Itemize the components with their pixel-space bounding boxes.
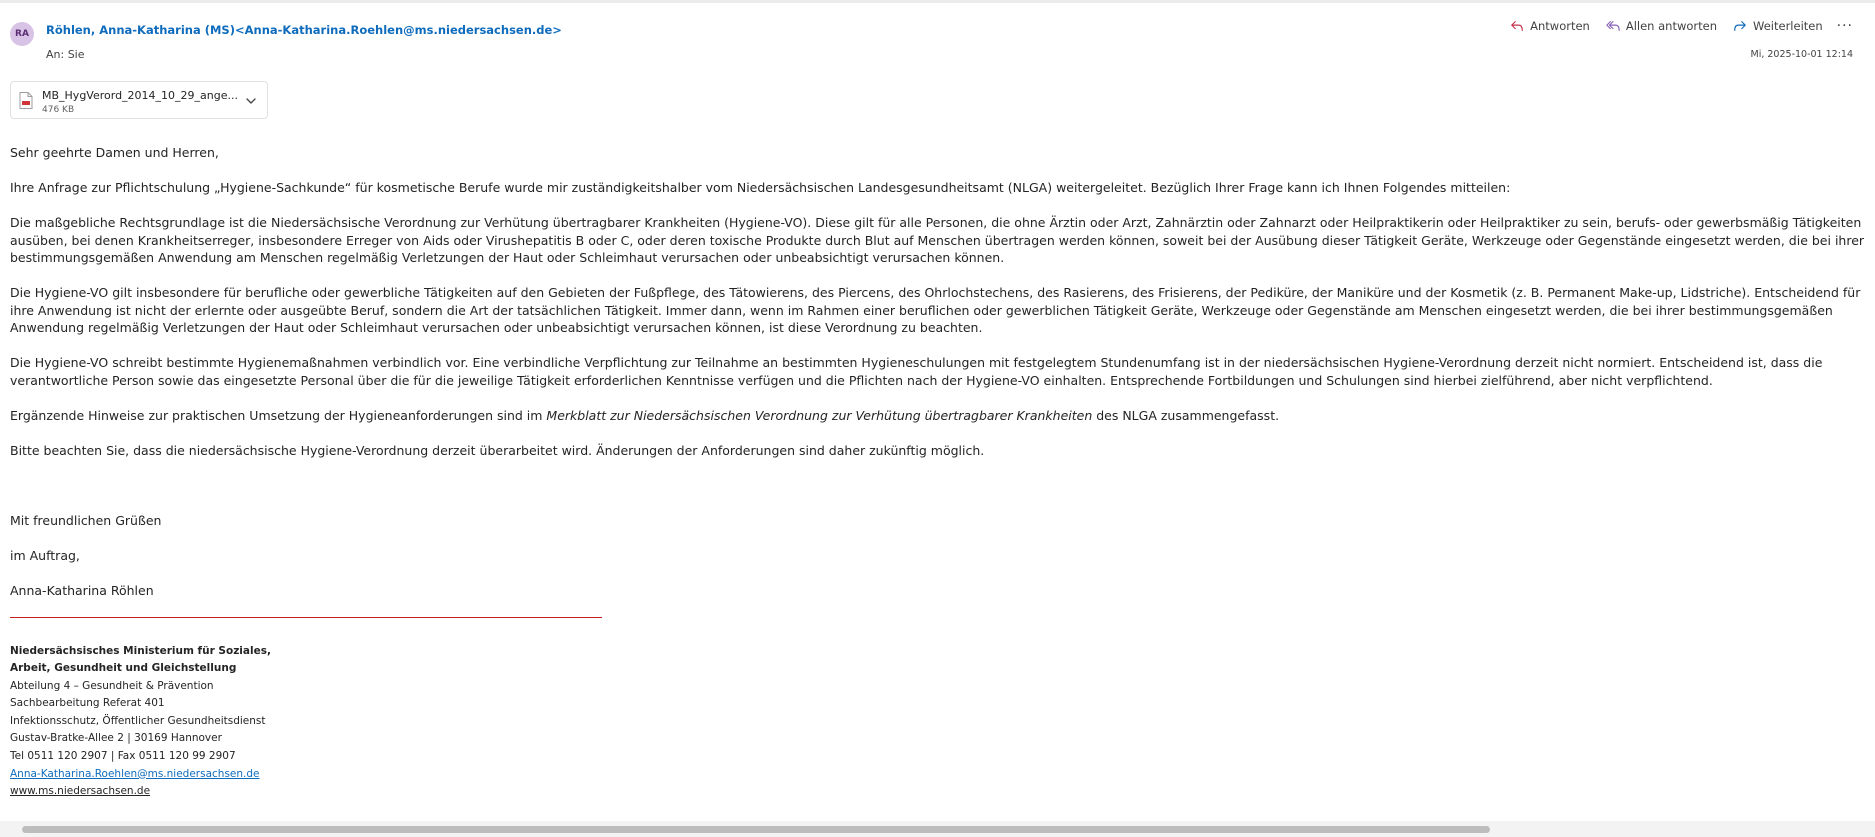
forward-arrow-icon	[1733, 19, 1747, 33]
horizontal-scrollbar[interactable]	[0, 821, 1875, 837]
message-actions	[1494, 18, 1853, 34]
sender-name-address[interactable]: Röhlen, Anna-Katharina (MS)<Anna-Katharina.Roehlen@ms.niedersachsen.de>	[46, 23, 562, 37]
body-paragraph-3: Die Hygiene-VO gilt insbesondere für berufliche oder gewerbliche Tätigkeiten auf den Gebieten der Fußpflege, des Tätowierens, des Piercens, des Ohrlochstechens, des Rasierens, des Frisierens, der Pediküre, der Maniküre und der Kosmetik (z. B. Permanent Make-up, Lidstriche). Entscheidend für ihre Anwendung ist nicht der erlernte oder ausgeübte Beruf, sondern die Art der tatsächlichen Tätigkeit. Immer dann, wenn im Rahmen einer beruflichen oder gewerblichen Tätigkeit Geräte, Werkzeuge oder Gegenstände am Menschen eingesetzt werden, die bei ihrer bestimmungsgemäßen Anwendung regelmäßig Verletzungen der Haut oder Schleimhaut verursachen oder unbeabsichtigt verursachen können, ist diese Verordnung zu beachten.	[10, 285, 1861, 335]
reply-all-label: Allen antworten	[1625, 19, 1718, 33]
closing-im-auftrag: im Auftrag,	[10, 547, 80, 563]
attachment-card[interactable]	[10, 81, 268, 119]
signature-phone: Tel 0511 120 2907 | Fax 0511 120 99 2907	[10, 750, 236, 763]
merkblatt-title: Merkblatt zur Niedersächsischen Verordnung zur Verhütung übertragbarer Krankheiten	[546, 407, 1093, 423]
signature-separator	[10, 617, 602, 618]
signature-org-line-1: Niedersächsisches Ministerium für Soziales,	[10, 644, 271, 657]
chevron-down-icon[interactable]	[245, 95, 257, 107]
forward-label: Weiterleiten	[1753, 19, 1823, 33]
greeting: Sehr geehrte Damen und Herren,	[10, 145, 219, 160]
signer-name: Anna-Katharina Röhlen	[10, 582, 154, 598]
reply-label: Antworten	[1530, 19, 1590, 33]
recipient-line: An: Sie	[46, 48, 85, 61]
reply-all-arrow-icon	[1606, 19, 1620, 33]
signature-block	[10, 643, 1868, 801]
signature-website-link[interactable]: www.ms.niedersachsen.de	[10, 785, 151, 798]
top-border	[0, 0, 1875, 3]
signature-referat: Sachbearbeitung Referat 401	[10, 697, 165, 710]
pdf-file-icon	[19, 92, 33, 109]
signature-email-link[interactable]: Anna-Katharina.Roehlen@ms.niedersachsen.de	[10, 767, 260, 780]
p5-prefix: Ergänzende Hinweise zur praktischen Umsetzung der Hygieneanforderungen sind im	[10, 407, 547, 423]
message-body	[10, 144, 1868, 801]
signature-address: Gustav-Bratke-Allee 2 | 30169 Hannover	[10, 732, 222, 745]
more-actions-button[interactable]: ···	[1836, 18, 1853, 34]
signature-org-line-2: Arbeit, Gesundheit und Gleichstellung	[10, 662, 237, 675]
body-paragraph-1: Ihre Anfrage zur Pflichtschulung „Hygiene-Sachkunde“ für kosmetische Berufe wurde mir zuständigkeitshalber vom Niedersächsischen Landesgesundheitsamt (NLGA) weitergeleitet. Bezüglich Ihrer Frage kann ich Ihnen Folgendes mitteilen:	[10, 180, 1511, 195]
p5-suffix: des NLGA zusammengefasst.	[1092, 407, 1280, 423]
signature-department: Abteilung 4 – Gesundheit & Prävention	[10, 679, 214, 692]
scrollbar-thumb[interactable]	[22, 826, 1490, 833]
forward-button[interactable]	[1733, 19, 1823, 33]
body-paragraph-4: Die Hygiene-VO schreibt bestimmte Hygienemaßnahmen verbindlich vor. Eine verbindliche Verpflichtung zur Teilnahme an bestimmten Hygieneschulungen mit festgelegtem Stundenumfang ist in der niedersächsischen Hygiene-Verordnung derzeit nicht normiert. Entscheidend ist, dass die verantwortliche Person sowie das eingesetzte Personal über die für die jeweilige Tätigkeit erforderlichen Kenntnisse verfügen und die Pflichten nach der Hygiene-VO einhalten. Entsprechende Fortbildungen und Schulungen sind hierbei zielführend, aber nicht verpflichtend.	[10, 355, 1823, 388]
attachment-name: MB_HygVerord_2014_10_29_ange...	[42, 89, 239, 102]
message-date: Mi, 2025-10-01 12:14	[1750, 49, 1853, 60]
body-paragraph-2: Die maßgebliche Rechtsgrundlage ist die Niedersächsische Verordnung zur Verhütung übertragbarer Krankheiten (Hygiene-VO). Diese gilt für alle Personen, die ohne Ärztin oder Arzt, Zahnärztin oder Zahnarzt oder Heilpraktikerin oder Heilpraktiker zu sein, berufs- oder gewerbsmäßig Tätigkeiten ausüben, bei denen Krankheitserreger, insbesondere Erreger von Aids oder Virushepatitis B oder C, oder deren toxische Produkte durch Blut auf Menschen übertragen werden können, soweit bei der Ausübung dieser Tätigkeit Geräte, Werkzeuge oder Gegenstände eingesetzt werden, die bei ihrer bestimmungsgemäßen Anwendung am Menschen regelmäßig Verletzungen der Haut oder Schleimhaut verursachen oder unbeabsichtigt verursachen können.	[10, 215, 1865, 265]
attachment-size: 476 KB	[42, 105, 75, 115]
reply-arrow-icon	[1510, 19, 1524, 33]
sender-avatar[interactable]: RA	[10, 22, 34, 46]
reply-all-button[interactable]	[1606, 19, 1717, 33]
signature-area: Infektionsschutz, Öffentlicher Gesundheitsdienst	[10, 714, 266, 727]
body-paragraph-6: Bitte beachten Sie, dass die niedersächsische Hygiene-Verordnung derzeit überarbeitet wird. Änderungen der Anforderungen sind daher zukünftig möglich.	[10, 442, 985, 458]
reply-button[interactable]	[1510, 19, 1590, 33]
body-paragraph-5	[10, 407, 1868, 425]
closing: Mit freundlichen Grüßen	[10, 512, 162, 528]
